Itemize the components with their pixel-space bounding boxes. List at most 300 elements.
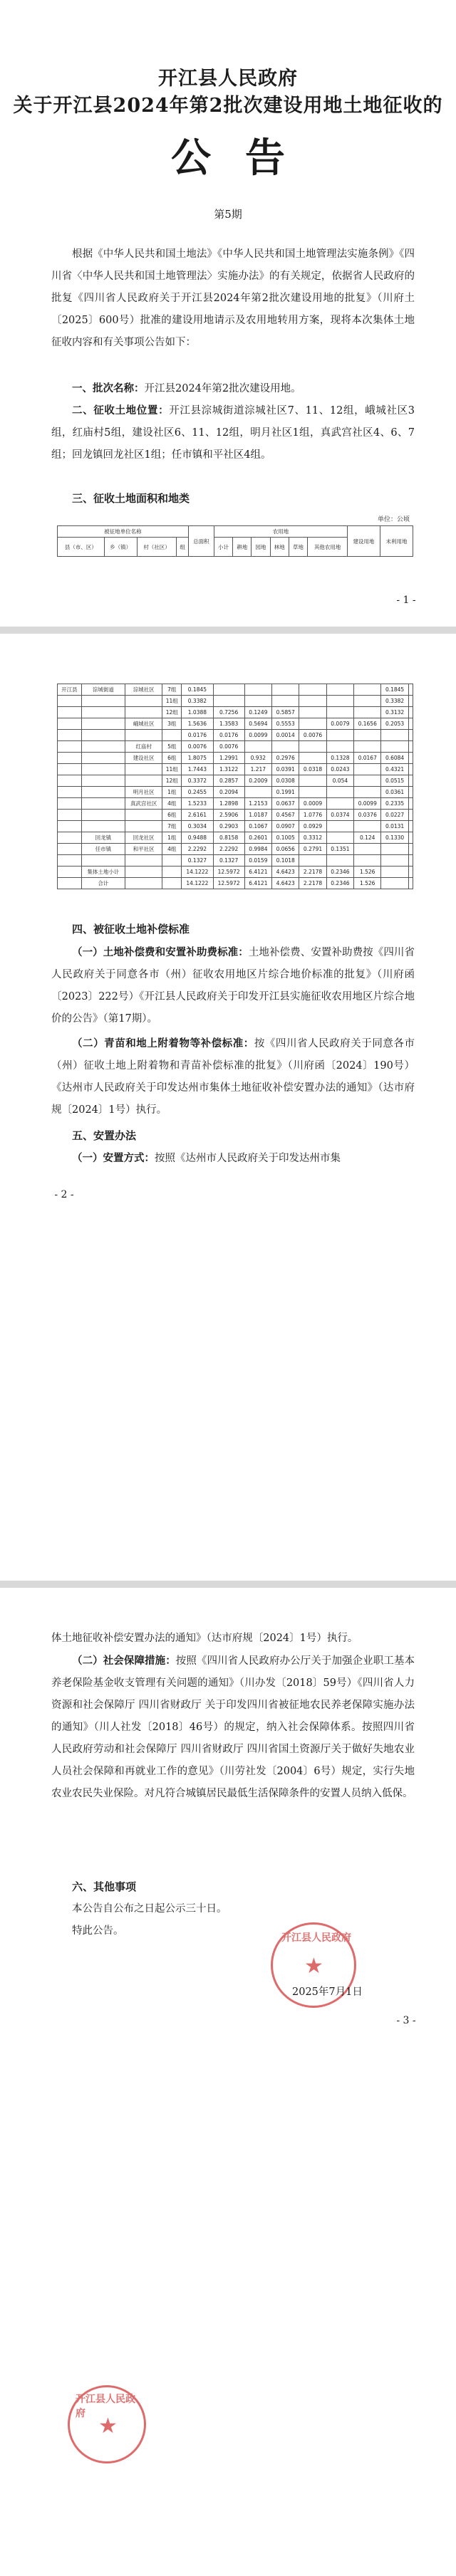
cell-county — [58, 878, 82, 889]
cell-value: 1.217 — [244, 764, 271, 775]
cell-value — [408, 684, 413, 696]
cell-value — [408, 878, 413, 889]
cell-value: 12.5972 — [213, 866, 244, 878]
cell-group: 3组 — [162, 718, 182, 730]
cell-value: 0.1005 — [272, 832, 299, 844]
cell-value: 6.4121 — [244, 878, 271, 889]
cell-value — [299, 753, 326, 764]
cell-value — [354, 821, 381, 832]
cell-value: 0.0176 — [213, 730, 244, 741]
table-row — [58, 764, 413, 775]
cell-value: 1.2991 — [213, 753, 244, 764]
cell-value — [354, 844, 381, 855]
cell-village: 真武宫社区 — [125, 798, 162, 810]
cell-value — [213, 696, 244, 707]
cell-group: 7组 — [162, 684, 182, 696]
cell-value — [272, 741, 299, 753]
cell-value: 0.1330 — [381, 832, 408, 844]
cell-value: 0.3382 — [381, 696, 408, 707]
table-row — [58, 844, 413, 855]
cell-village: 红庙村 — [125, 741, 162, 753]
table-row — [58, 798, 413, 810]
cell-value — [299, 787, 326, 798]
cell-county — [58, 787, 82, 798]
cell-village — [125, 810, 162, 821]
cell-value: 0.8158 — [213, 832, 244, 844]
cell-village — [125, 730, 162, 741]
page-number-1: - 1 - — [396, 595, 416, 606]
cell-value — [408, 730, 413, 741]
cell-village: 建设社区 — [125, 753, 162, 764]
th-location: 被征地单位名称 — [58, 526, 189, 538]
cell-group — [162, 878, 182, 889]
land-table-header — [57, 525, 413, 557]
cell-county — [58, 775, 82, 787]
cell-county: 开江县 — [58, 684, 82, 696]
section-2 — [51, 399, 415, 466]
cell-group: 6组 — [162, 810, 182, 821]
cell-county — [58, 821, 82, 832]
cell-value: 0.4567 — [272, 810, 299, 821]
cell-group: 12组 — [162, 707, 182, 718]
cell-village: 明月社区 — [125, 787, 162, 798]
cell-value: 0.0391 — [272, 764, 299, 775]
cell-group: 7组 — [162, 821, 182, 832]
cell-village: 淙城社区 — [125, 684, 162, 696]
cell-value: 0.9984 — [244, 844, 271, 855]
cell-value — [326, 707, 353, 718]
cell-county — [58, 832, 82, 844]
cell-value — [326, 696, 353, 707]
th-subtotal: 小计 — [214, 538, 232, 557]
cell-town — [81, 810, 125, 821]
official-seal-2: ★ 开江县人民政府 — [68, 2385, 146, 2464]
page-3 — [0, 1588, 456, 2576]
cell-value: 0.1845 — [381, 684, 408, 696]
cell-value — [244, 741, 271, 753]
page-2 — [0, 634, 456, 1581]
cell-value: 0.2053 — [381, 718, 408, 730]
cell-village — [125, 707, 162, 718]
cell-value — [213, 684, 244, 696]
cell-value: 4.6423 — [272, 866, 299, 878]
cell-county — [58, 810, 82, 821]
cell-value: 0.3132 — [381, 707, 408, 718]
table-row — [58, 684, 413, 696]
th-unused: 未利用地 — [380, 526, 413, 557]
cell-value — [272, 684, 299, 696]
cell-value — [326, 798, 353, 810]
cell-value: 1.7443 — [182, 764, 213, 775]
cell-value: 0.3372 — [182, 775, 213, 787]
th-construction: 建设用地 — [347, 526, 380, 557]
section-1-text: 开江县2024年第2批次建设用地。 — [144, 383, 301, 394]
cell-value: 0.9488 — [182, 832, 213, 844]
cell-value — [354, 764, 381, 775]
cell-value: 4.6423 — [272, 878, 299, 889]
cell-county — [58, 696, 82, 707]
section-2-text: 开江县淙城街道淙城社区7、11、12组，峨城社区3组，红庙村5组，建设社区6、11、12组，明月社区1组，真武宫社区4、6、7组；回龙镇回龙社区1组；任市镇和平社区4组。 — [51, 405, 415, 461]
section-5-1 — [51, 1147, 415, 1170]
cell-value: 0.0318 — [299, 764, 326, 775]
cell-value — [299, 696, 326, 707]
official-seal-1: ★ 开江县人民政府 — [271, 1922, 356, 2008]
table-row — [58, 753, 413, 764]
section-4-heading: 四、被征收土地补偿标准 — [72, 923, 190, 936]
cell-value: 0.0076 — [182, 741, 213, 753]
table-row — [58, 730, 413, 741]
cell-value: 12.5972 — [213, 878, 244, 889]
cell-value: 1.526 — [354, 878, 381, 889]
cell-value: 0.5694 — [244, 718, 271, 730]
cell-county — [58, 866, 82, 878]
th-grass: 草地 — [289, 538, 307, 557]
cell-value: 0.1327 — [182, 855, 213, 866]
cell-value: 1.3583 — [213, 718, 244, 730]
table-row — [58, 787, 413, 798]
unit-label: 单位：公顷 — [378, 516, 410, 523]
th-county: 县（市、区） — [58, 538, 105, 557]
cell-value: 0.4321 — [381, 764, 408, 775]
seal-text-1: 开江县人民政府 — [281, 1932, 351, 1944]
section-4-2 — [51, 1032, 415, 1121]
th-other-ag: 其他农用地 — [308, 538, 348, 557]
cell-value: 0.2335 — [381, 798, 408, 810]
cell-village — [125, 878, 162, 889]
section-4-1-text: 土地补偿费、安置补助费按《四川省人民政府关于同意各市（州）征收农用地区片综合地价标准的批复》（川府函〔2023〕222号）《开江县人民政府关于印发开江县实施征收农用地区片综合地价的公告》（第17期）。 — [51, 947, 415, 1025]
cell-value: 0.0009 — [299, 798, 326, 810]
cell-value: 0.2094 — [213, 787, 244, 798]
cell-value — [326, 730, 353, 741]
cell-village: 和平社区 — [125, 844, 162, 855]
section-1-heading: 一、批次名称： — [72, 382, 145, 394]
cell-value — [272, 696, 299, 707]
cell-value: 2.2292 — [182, 844, 213, 855]
cell-value: 0.0099 — [244, 730, 271, 741]
signature-date: 2025年7月1日 — [292, 1986, 363, 1998]
cell-value — [244, 684, 271, 696]
cell-value: 0.2791 — [299, 844, 326, 855]
cell-value: 0.0637 — [272, 798, 299, 810]
cell-value: 2.2178 — [299, 878, 326, 889]
closing-text: 特此公告。 — [72, 1925, 124, 1937]
table-row — [58, 741, 413, 753]
cell-value — [408, 696, 413, 707]
cell-county — [58, 798, 82, 810]
cell-value: 2.2178 — [299, 866, 326, 878]
cell-value — [299, 775, 326, 787]
cell-value: 6.4121 — [244, 866, 271, 878]
cell-value: 0.1249 — [244, 707, 271, 718]
cell-value: 0.0079 — [326, 718, 353, 730]
cell-value: 1.3122 — [213, 764, 244, 775]
cell-village — [125, 855, 162, 866]
cell-value: 14.1222 — [182, 866, 213, 878]
cell-value — [408, 775, 413, 787]
th-garden: 园地 — [252, 538, 270, 557]
cell-town — [81, 775, 125, 787]
cell-value: 0.0076 — [213, 741, 244, 753]
cell-county — [58, 707, 82, 718]
cell-county — [58, 844, 82, 855]
cell-town — [81, 787, 125, 798]
cell-town — [81, 798, 125, 810]
table-row — [58, 832, 413, 844]
cell-value: 0.124 — [354, 832, 381, 844]
th-forest: 林地 — [270, 538, 289, 557]
cell-group — [162, 866, 182, 878]
section-5-heading: 五、安置办法 — [72, 1129, 137, 1142]
table-row — [58, 696, 413, 707]
cell-value: 0.0515 — [381, 775, 408, 787]
cell-value: 0.0361 — [381, 787, 408, 798]
section-4-2-heading: （二）青苗和地上附着物等补偿标准： — [72, 1037, 254, 1049]
cell-village — [125, 696, 162, 707]
section-5-2-text: 按照《四川省人民政府办公厅关于加强企业职工基本养老保险基金收支管理有关问题的通知》（川办发〔2018〕59号）《四川省人力资源和社会保障厅 四川省财政厅 关于印发四川省被征地农民养老保障实施办法的通知》（川人社发〔2018〕46号）的规定，纳入社会保障体系。按照四川省人民政府劳动和社会保障厅 四川省财政厅 四川省国土资源厅关于做好失地农业人员社会保障和再就业工作的意见》（川劳社发〔2004〕6号）规定，实行失地农业农民失业保险。对凡符合城镇居民最低生活保障条件的安置人员纳入低保。 — [51, 1655, 415, 1799]
title-announcement: 公告 — [171, 135, 319, 182]
cell-value: 0.2455 — [182, 787, 213, 798]
cell-value — [381, 741, 408, 753]
page-1 — [0, 0, 456, 627]
cell-value: 0.0243 — [326, 764, 353, 775]
cell-village — [125, 866, 162, 878]
cell-group: 11组 — [162, 696, 182, 707]
cell-value — [408, 787, 413, 798]
page-number-2: - 2 - — [54, 1189, 74, 1200]
cell-group: 12组 — [162, 775, 182, 787]
cell-value — [408, 718, 413, 730]
cell-value — [244, 787, 271, 798]
cell-value — [326, 787, 353, 798]
cell-town — [81, 718, 125, 730]
section-4-1-heading: （一）土地补偿费和安置补助费标准： — [72, 946, 249, 958]
cell-value: 2.5906 — [213, 810, 244, 821]
cell-value: 0.2346 — [326, 878, 353, 889]
cell-group: 11组 — [162, 764, 182, 775]
cell-value: 1.526 — [354, 866, 381, 878]
cell-group — [162, 855, 182, 866]
cell-value: 0.054 — [326, 775, 353, 787]
cell-value — [408, 832, 413, 844]
cell-value: 0.3312 — [299, 832, 326, 844]
cell-value: 1.0776 — [299, 810, 326, 821]
section-5-1-heading: （一）安置方式： — [72, 1152, 155, 1164]
cell-value: 0.0374 — [326, 810, 353, 821]
cell-value — [381, 866, 408, 878]
cell-group: 1组 — [162, 787, 182, 798]
section-6-text: 本公告自公布之日起公示三十日。 — [72, 1903, 227, 1915]
cell-town — [81, 741, 125, 753]
th-town: 乡（镇） — [104, 538, 137, 557]
cell-town: 任市镇 — [81, 844, 125, 855]
cell-value: 0.6084 — [381, 753, 408, 764]
table-row — [58, 718, 413, 730]
cell-value: 0.1067 — [244, 821, 271, 832]
cell-value — [326, 832, 353, 844]
cell-value: 1.5636 — [182, 718, 213, 730]
cell-value: 0.5857 — [272, 707, 299, 718]
cell-value: 0.5553 — [272, 718, 299, 730]
cell-value — [408, 844, 413, 855]
cell-value: 0.0929 — [299, 821, 326, 832]
cell-group: 5组 — [162, 741, 182, 753]
cell-value — [354, 707, 381, 718]
cell-village — [125, 764, 162, 775]
cell-value — [326, 821, 353, 832]
cell-village: 回龙社区 — [125, 832, 162, 844]
cell-value — [408, 707, 413, 718]
cell-value: 0.2976 — [272, 753, 299, 764]
cell-value — [354, 684, 381, 696]
cell-town: 集体土地小计 — [81, 866, 125, 878]
cell-value — [408, 821, 413, 832]
cell-value: 0.0227 — [381, 810, 408, 821]
cell-value: 0.2601 — [244, 832, 271, 844]
table-row — [58, 821, 413, 832]
section-5-1-text: 按照《达州市人民政府关于印发达州市集 — [155, 1153, 341, 1164]
cell-value — [381, 844, 408, 855]
cell-value — [408, 866, 413, 878]
cell-value — [408, 741, 413, 753]
cell-village: 峨城社区 — [125, 718, 162, 730]
cell-value: 14.1222 — [182, 878, 213, 889]
cell-town — [81, 730, 125, 741]
table-row — [58, 866, 413, 878]
cell-value: 0.0099 — [354, 798, 381, 810]
cell-value: 0.7256 — [213, 707, 244, 718]
cell-village — [125, 775, 162, 787]
cell-value: 0.0376 — [354, 810, 381, 821]
cell-town — [81, 753, 125, 764]
cell-value: 0.1351 — [326, 844, 353, 855]
cell-value: 2.2292 — [213, 844, 244, 855]
cell-value: 0.0167 — [354, 753, 381, 764]
cell-value: 1.8075 — [182, 753, 213, 764]
cell-value: 1.0187 — [244, 810, 271, 821]
cell-value: 1.5233 — [182, 798, 213, 810]
cell-value: 0.1991 — [272, 787, 299, 798]
cell-group: 1组 — [162, 832, 182, 844]
cell-town — [81, 696, 125, 707]
page-number-3: - 3 - — [396, 2015, 416, 2026]
cell-value: 0.0076 — [299, 730, 326, 741]
cell-value — [299, 718, 326, 730]
cell-value — [408, 753, 413, 764]
cell-group: 4组 — [162, 844, 182, 855]
continuation-text: 体土地征收补偿安置办法的通知》（达市府规〔2024〕1号）执行。 — [51, 1633, 358, 1644]
cell-value: 1.2153 — [244, 798, 271, 810]
cell-value — [381, 855, 408, 866]
cell-value — [354, 855, 381, 866]
th-cultivated: 耕地 — [233, 538, 252, 557]
intro-paragraph: 根据《中华人民共和国土地法》《中华人民共和国土地管理法实施条例》《四川省〈中华人民共和国土地管理法〉实施办法》的有关规定，依据省人民政府的批复《四川省人民政府关于开江县2024年第2批次建设用地的批复》（川府土〔2025〕600号）批准的建设用地请示及农用地转用方案，现将本次集体土地征收内容和有关事项公告如下： — [51, 248, 415, 348]
cell-value — [408, 764, 413, 775]
cell-value: 0.2346 — [326, 866, 353, 878]
cell-town — [81, 821, 125, 832]
cell-value — [354, 730, 381, 741]
cell-value: 0.0176 — [182, 730, 213, 741]
cell-value: 2.6161 — [182, 810, 213, 821]
cell-value: 0.2857 — [213, 775, 244, 787]
cell-value: 1.0388 — [182, 707, 213, 718]
cell-group: 6组 — [162, 753, 182, 764]
cell-value: 0.3034 — [182, 821, 213, 832]
cell-value: 0.1018 — [272, 855, 299, 866]
cell-value — [354, 775, 381, 787]
cell-value — [326, 684, 353, 696]
cell-county — [58, 730, 82, 741]
cell-value: 0.1845 — [182, 684, 213, 696]
cell-value: 0.0014 — [272, 730, 299, 741]
cell-group: 4组 — [162, 798, 182, 810]
section-1 — [51, 377, 415, 400]
th-village: 村（社区） — [137, 538, 177, 557]
cell-county — [58, 718, 82, 730]
section-4-2-text: 按《四川省人民政府关于同意各市（州）征收土地上附着物和青苗补偿标准的批复》（川府函〔2024〕190号）《达州市人民政府关于印发达州市集体土地征收补偿安置办法的通知》（达市府规〔2024〕1号）执行。 — [51, 1038, 415, 1116]
cell-value: 1.2898 — [213, 798, 244, 810]
th-total: 总面积 — [188, 526, 214, 557]
cell-value — [299, 741, 326, 753]
cell-value: 0.0308 — [272, 775, 299, 787]
cell-town — [81, 707, 125, 718]
th-farmland: 农用地 — [214, 526, 347, 538]
cell-value: 0.0907 — [272, 821, 299, 832]
section-4-1 — [51, 941, 415, 1030]
cell-town: 回龙镇 — [81, 832, 125, 844]
cell-town — [81, 855, 125, 866]
section-2-heading: 二、征收土地位置： — [72, 404, 170, 417]
cell-value — [381, 878, 408, 889]
seal-text-2: 开江县人民政府 — [76, 2394, 135, 2419]
section-6-heading: 六、其他事项 — [72, 1880, 137, 1893]
cell-value: 0.932 — [244, 753, 271, 764]
issue-number: 第5期 — [214, 208, 242, 221]
cell-value: 0.1327 — [213, 855, 244, 866]
cell-value — [408, 798, 413, 810]
cell-value — [326, 741, 353, 753]
table-row — [58, 855, 413, 866]
land-table — [57, 684, 413, 889]
section-5-2 — [51, 1650, 415, 1805]
title-line-2: 关于开江县2024年第2批次建设用地土地征收的 — [13, 95, 443, 117]
cell-value: 0.0131 — [381, 821, 408, 832]
cell-value: 0.2009 — [244, 775, 271, 787]
cell-value — [354, 787, 381, 798]
cell-value — [381, 730, 408, 741]
cell-value — [354, 696, 381, 707]
cell-value: 0.1328 — [326, 753, 353, 764]
cell-value: 0.3382 — [182, 696, 213, 707]
cell-value: 0.0159 — [244, 855, 271, 866]
section-3-heading: 三、征收土地面积和地类 — [72, 492, 190, 505]
section-5-2-heading: （二）社会保障措施： — [72, 1655, 176, 1667]
table-row — [58, 707, 413, 718]
cell-value — [299, 707, 326, 718]
table-row — [58, 775, 413, 787]
cell-value — [244, 696, 271, 707]
table-row — [58, 810, 413, 821]
cell-value — [354, 741, 381, 753]
cell-value — [408, 810, 413, 821]
cell-town: 淙城街道 — [81, 684, 125, 696]
cell-town: 合计 — [81, 878, 125, 889]
cell-value — [408, 855, 413, 866]
cell-value: 0.2903 — [213, 821, 244, 832]
cell-town — [81, 764, 125, 775]
cell-county — [58, 753, 82, 764]
th-group: 组 — [177, 538, 188, 557]
cell-value — [299, 684, 326, 696]
